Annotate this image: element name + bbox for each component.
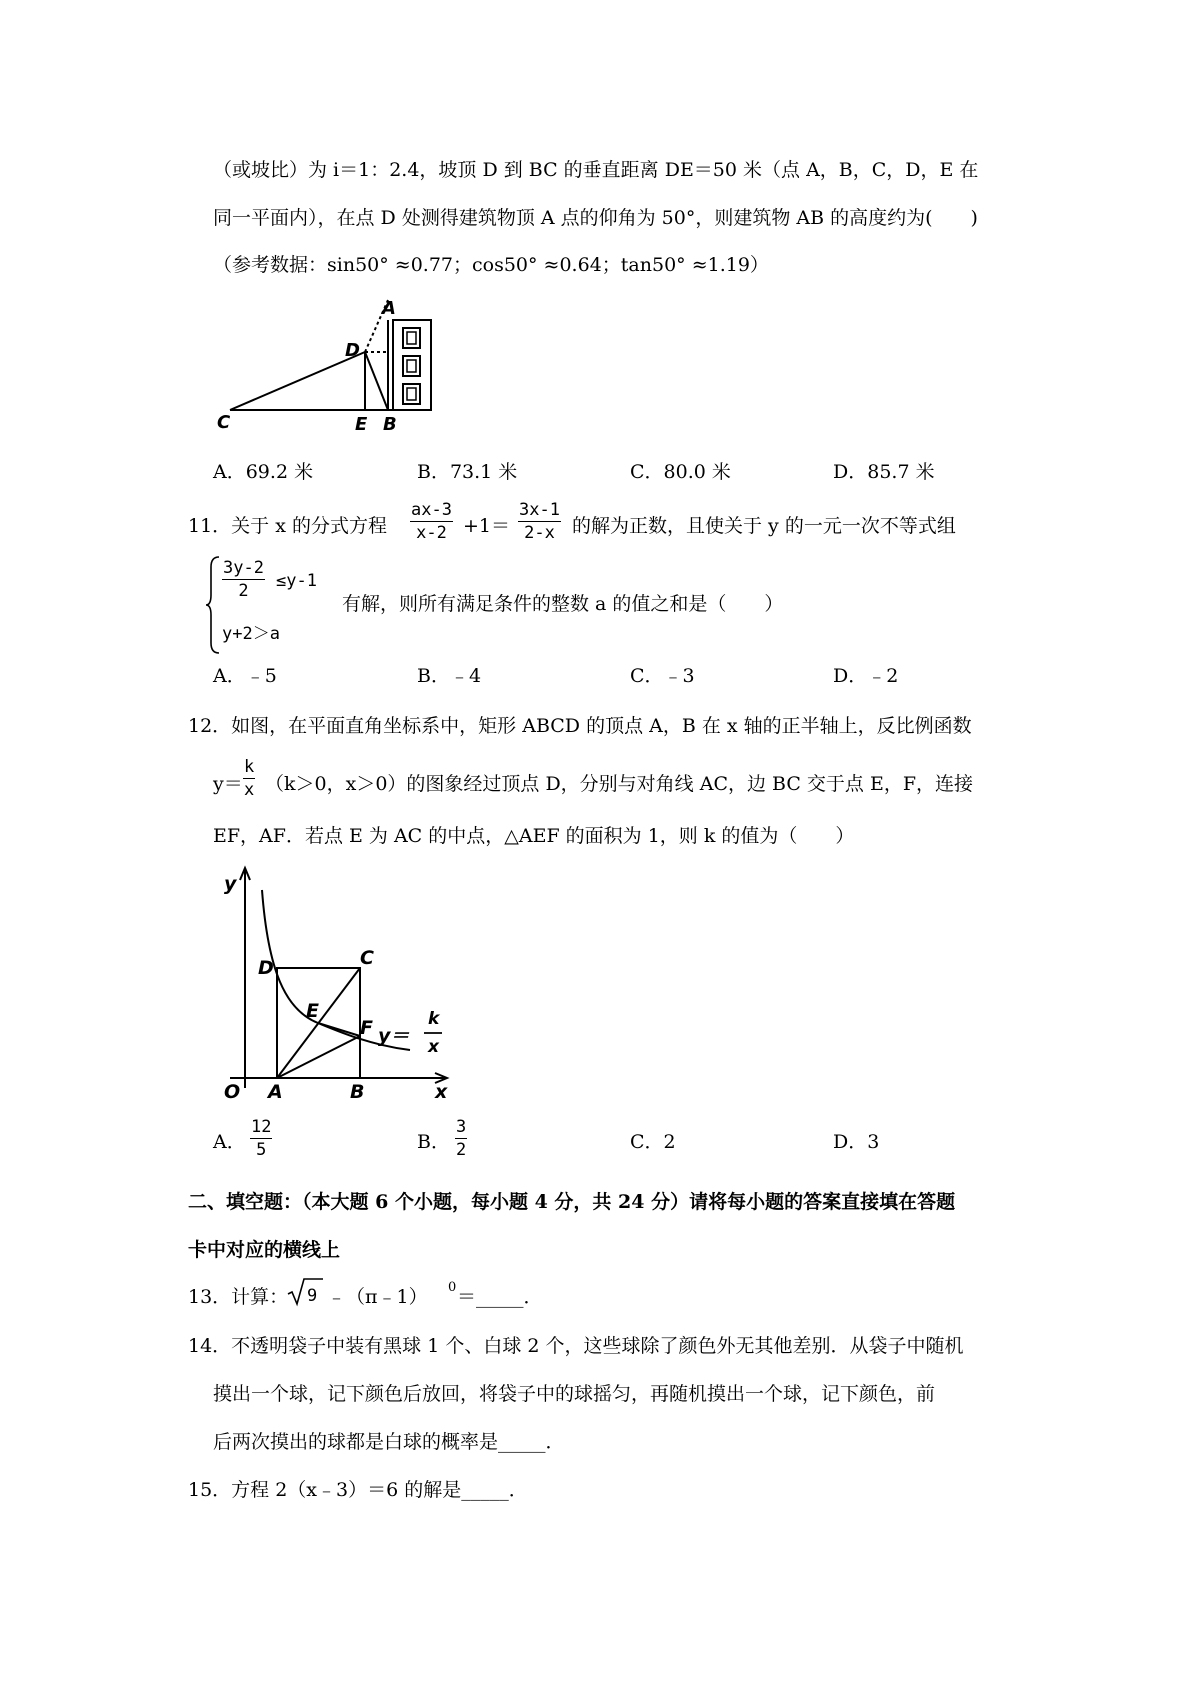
q11-sys-tail: 有解，则所有满足条件的整数 a 的值之和是（ ）: [342, 593, 784, 615]
q14-line1: 14．不透明袋子中装有黑球 1 个、白球 2 个，这些球除了颜色外无其他差别．从袋子中随机: [188, 1335, 964, 1357]
q12-frac-den: x: [244, 780, 255, 800]
q11-system-fraction: [222, 558, 265, 601]
q14-line3: 后两次摸出的球都是白球的概率是_____．: [213, 1431, 565, 1453]
q12-line1: 12．如图，在平面直角坐标系中，矩形 ABCD 的顶点 A，B 在 x 轴的正半轴上，反比例函数: [188, 715, 972, 737]
q13-radicand: 9: [307, 1286, 318, 1306]
q14-line2: 摸出一个球，记下颜色后放回，将袋子中的球摇匀，再随机摸出一个球，记下颜色，前: [213, 1383, 936, 1405]
q12-curve-x: x: [428, 1037, 439, 1057]
q11-fraction-2: [518, 500, 561, 543]
q11-sys-line1-rest: ≤y-1: [276, 571, 317, 591]
q12-option-b-fraction: [455, 1117, 467, 1160]
q10-option-b: B．73.1 米: [417, 461, 518, 483]
q10-figure: [205, 270, 445, 440]
q10-label-c: C: [217, 412, 231, 433]
q12-label-b: B: [350, 1081, 365, 1100]
q11-sys-frac-num: 3y-2: [223, 558, 264, 578]
q10-option-a: A．69.2 米: [213, 461, 314, 483]
q15-line1: 15．方程 2（x﹣3）＝6 的解是_____．: [188, 1479, 528, 1501]
q12-line3: EF，AF．若点 E 为 AC 的中点，△AEF 的面积为 1，则 k 的值为（ ）: [213, 825, 855, 847]
q12-label-f: F: [360, 1017, 373, 1039]
q11-sys-frac-den: 2: [238, 581, 249, 601]
q12-label-d: D: [258, 957, 274, 979]
q12-option-a-label: A．: [213, 1131, 246, 1153]
q10-option-d: D．85.7 米: [833, 461, 935, 483]
q11-frac2-den: 2-x: [524, 523, 555, 543]
q11-option-d: D．﹣2: [833, 665, 899, 687]
q12-label-x: x: [435, 1081, 448, 1100]
q12-label-a: A: [268, 1081, 283, 1100]
q11-frac2-num: 3x-1: [519, 500, 560, 520]
q13-sqrt-icon: [286, 1276, 324, 1308]
q11-prefix: 11．关于 x 的分式方程: [188, 515, 387, 537]
q10-option-c: C．80.0 米: [630, 461, 731, 483]
q12-option-d: D．3: [833, 1131, 880, 1153]
q13-tail: ＝_____．: [457, 1286, 543, 1308]
q10-label-e: E: [355, 414, 368, 435]
q11-sys-line2: y+2＞a: [222, 624, 280, 644]
q12-label-c: C: [360, 947, 374, 969]
q12-option-b-label: B．: [417, 1131, 450, 1153]
q11-brace: [205, 555, 221, 655]
q12-label-e: E: [306, 1000, 319, 1022]
q12-label-y: y: [224, 873, 237, 895]
q11-eq-mid: +1＝: [463, 515, 511, 537]
q12-curve-k: k: [428, 1009, 440, 1029]
q11-option-a: A．﹣5: [213, 665, 277, 687]
q11-option-c: C．﹣3: [630, 665, 695, 687]
q11-option-b: B．﹣4: [417, 665, 482, 687]
q10-line1: （或坡比）为 i＝1：2.4，坡顶 D 到 BC 的垂直距离 DE＝50 米（点 A，B，C，D，E 在: [213, 159, 979, 181]
q12-y-eq: y＝: [213, 773, 243, 795]
q12-fraction: [243, 757, 255, 800]
section2-line1: 二、填空题：（本大题 6 个小题，每小题 4 分，共 24 分）请将每小题的答案直接填在答题: [188, 1191, 956, 1213]
q10-label-a: A: [382, 298, 396, 319]
section2-line2: 卡中对应的横线上: [188, 1239, 341, 1261]
q11-frac1-num: ax-3: [411, 500, 452, 520]
q12-line2-rest: （k＞0，x＞0）的图象经过顶点 D，分别与对角线 AC，边 BC 交于点 E，F，连接: [265, 773, 974, 795]
q11-frac1-den: x-2: [416, 523, 447, 543]
q12-label-o: O: [224, 1081, 241, 1100]
q10-label-d: D: [345, 340, 360, 361]
q12-opt-a-den: 5: [256, 1140, 267, 1160]
q13-prefix: 13．计算：: [188, 1286, 289, 1308]
q10-label-b: B: [383, 414, 397, 435]
q10-line3: （参考数据：sin50° ≈0.77；cos50° ≈0.64；tan50° ≈1.19）: [213, 254, 769, 276]
q12-curve-y: y＝: [378, 1025, 410, 1047]
q13-rest: ﹣（π﹣1）: [327, 1286, 428, 1308]
q12-option-a-fraction: [250, 1117, 272, 1160]
q12-frac-num: k: [244, 757, 255, 777]
q11-fraction-1: [410, 500, 453, 543]
q12-figure: [210, 860, 460, 1100]
q12-opt-b-den: 2: [456, 1140, 467, 1160]
q12-opt-a-num: 12: [251, 1117, 272, 1137]
q10-line2: 同一平面内），在点 D 处测得建筑物顶 A 点的仰角为 50°，则建筑物 AB 的高度约为( ): [213, 207, 978, 229]
q11-suffix: 的解为正数，且使关于 y 的一元一次不等式组: [572, 515, 956, 537]
q12-option-c: C．2: [630, 1131, 676, 1153]
q13-exponent: 0: [448, 1280, 457, 1295]
q12-opt-b-num: 3: [456, 1117, 467, 1137]
